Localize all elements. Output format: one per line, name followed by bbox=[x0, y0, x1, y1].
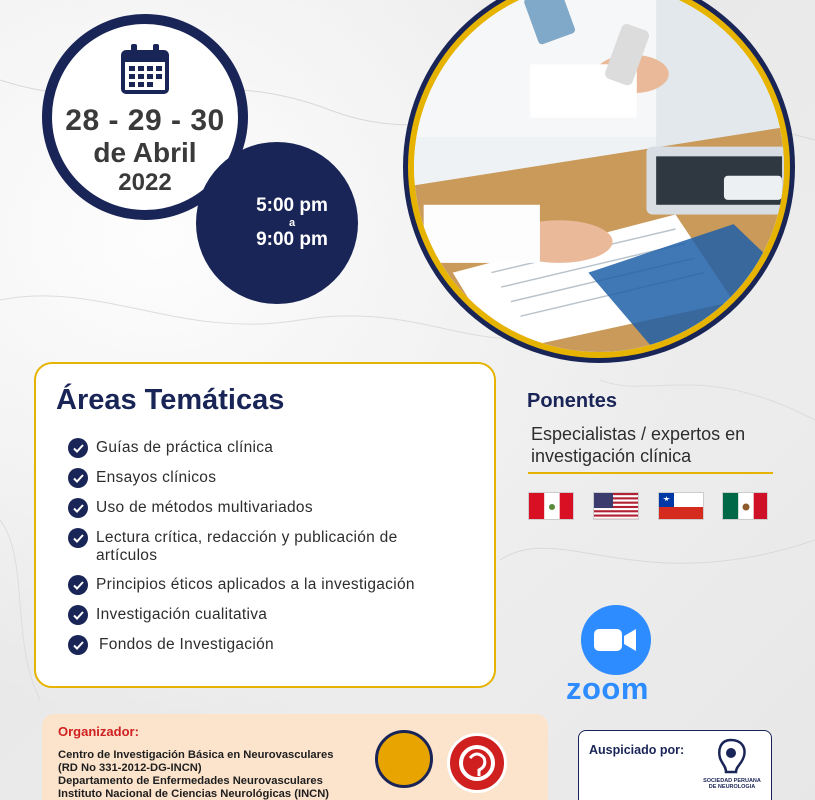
organizer-title: Organizador: bbox=[58, 724, 139, 739]
organizer-line: Instituto Nacional de Ciencias Neurológicas (INCN) bbox=[58, 788, 330, 800]
sponsor-name: SOCIEDAD PERUANA DE NEUROLOGIA bbox=[703, 778, 761, 790]
check-circle-icon bbox=[68, 635, 88, 655]
neurovascular-department-logo bbox=[375, 730, 433, 788]
check-circle-icon bbox=[68, 528, 88, 548]
check-circle-icon bbox=[68, 605, 88, 625]
area-item bbox=[68, 469, 474, 488]
time-separator: a bbox=[288, 217, 296, 229]
area-item bbox=[68, 439, 474, 458]
area-item-label: Investigación cualitativa bbox=[96, 606, 268, 623]
area-item-label: Uso de métodos multivariados bbox=[96, 499, 313, 516]
calendar-icon bbox=[119, 42, 171, 96]
doctor-writing-illustration bbox=[414, 0, 784, 352]
time-end: 9:00 pm bbox=[256, 229, 328, 250]
time-start: 5:00 pm bbox=[256, 195, 328, 216]
ponentes-title: Ponentes bbox=[527, 390, 618, 412]
ponentes-divider bbox=[528, 472, 773, 474]
area-item bbox=[68, 576, 474, 595]
areas-tematicas-panel bbox=[34, 362, 496, 688]
area-item-label: Ensayos clínicos bbox=[96, 469, 217, 486]
check-circle-icon bbox=[68, 438, 88, 458]
zoom-camera-icon[interactable] bbox=[581, 605, 651, 675]
incn-logo bbox=[447, 733, 507, 793]
check-circle-icon bbox=[68, 575, 88, 595]
areas-list bbox=[56, 439, 474, 655]
usa-flag-icon bbox=[593, 492, 639, 520]
organizer-line: (RD No 331-2012-DG-INCN) bbox=[58, 762, 202, 774]
event-month: de Abril bbox=[93, 137, 197, 168]
time-circle bbox=[196, 142, 358, 304]
areas-title: Áreas Temáticas bbox=[56, 384, 285, 416]
event-year: 2022 bbox=[118, 169, 172, 196]
area-item-label: Guías de práctica clínica bbox=[96, 439, 274, 456]
area-item bbox=[68, 529, 474, 565]
mexico-flag-icon bbox=[722, 492, 768, 520]
zoom-logo-text: zoom bbox=[566, 671, 649, 706]
area-item bbox=[68, 606, 474, 625]
area-item bbox=[68, 499, 474, 518]
event-days: 28 - 29 - 30 bbox=[65, 104, 225, 137]
area-item-label: Principios éticos aplicados a la investigación bbox=[96, 576, 415, 593]
area-item-label: Lectura crítica, redacción y publicación de artículos bbox=[96, 529, 398, 564]
peru-flag-icon bbox=[528, 492, 574, 520]
area-item-label: Fondos de Investigación bbox=[99, 636, 274, 653]
check-circle-icon bbox=[68, 498, 88, 518]
area-item bbox=[68, 636, 474, 655]
organizer-line: Centro de Investigación Básica en Neurovasculares bbox=[58, 749, 334, 761]
ponentes-description: Especialistas / expertos en investigación clínica bbox=[531, 424, 746, 466]
spn-head-logo bbox=[714, 738, 748, 774]
check-circle-icon bbox=[68, 468, 88, 488]
sponsor-label: Auspiciado por: bbox=[589, 743, 685, 757]
organizer-line: Departamento de Enfermedades Neurovasculares bbox=[58, 775, 323, 787]
chile-flag-icon bbox=[658, 492, 704, 520]
